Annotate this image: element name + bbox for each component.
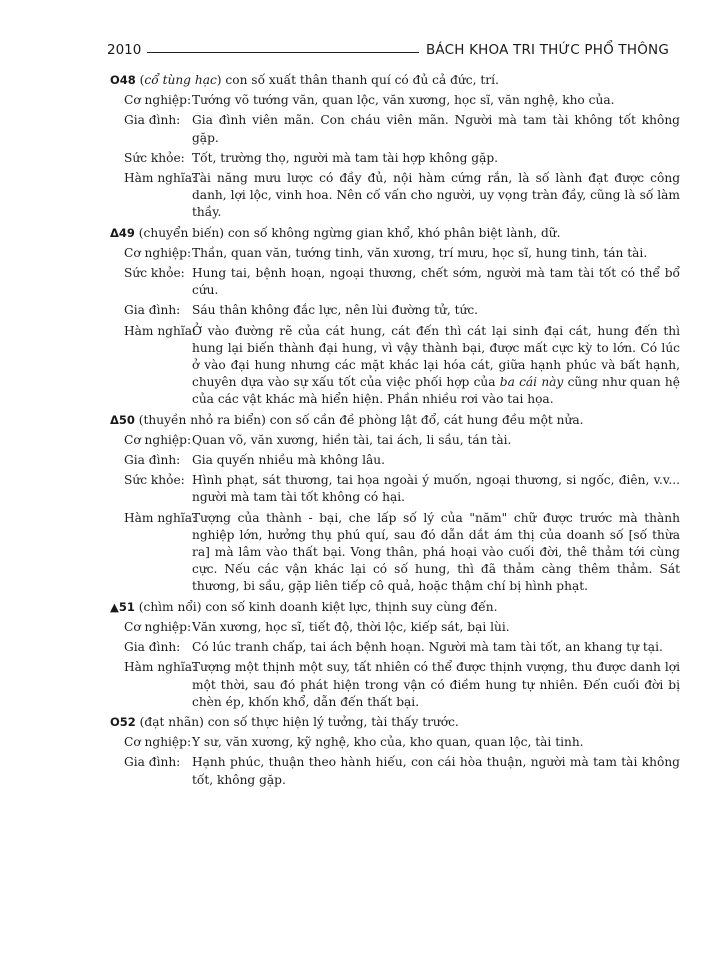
entry-49 <box>110 225 680 409</box>
property-text: Thần, quan văn, tướng tinh, văn xương, trí mưu, học sĩ, hung tinh, tán tài. <box>192 245 648 260</box>
property-text: Sáu thân không đắc lực, nên lùi đường tử, tức. <box>192 303 479 318</box>
entry-48 <box>110 72 680 222</box>
entry-title-italic: cổ tùng hạc <box>144 73 217 87</box>
property-text: Quan võ, văn xương, hiền tài, tai ách, li sầu, tán tài. <box>192 432 512 447</box>
entry-title <box>110 714 680 731</box>
property-text-part: cũng như quan hệ của các vật khác mà hiển hiện. Phần nhiều rơi vào tai họa. <box>192 375 680 407</box>
entry-title-text: (chuyển biến) con số không ngừng gian khổ, khó phân biệt lành, dữ. <box>134 225 561 240</box>
entry-property <box>110 150 680 167</box>
entry-property <box>110 452 680 469</box>
entry-52 <box>110 714 680 789</box>
book-title: BÁCH KHOA TRI THỨC PHỔ THÔNG <box>425 42 669 58</box>
property-text: Tượng một thịnh một suy, tất nhiên có thể được thịnh vượng, thu được danh lợi một thời, sau đó phát hiện trong vận có điềm hung tự nhiên. Đến cuối đời bị chèn ép, khốn khổ, dẫn đến thất bại. <box>192 660 680 709</box>
page-content <box>110 72 680 792</box>
entry-title <box>110 225 680 242</box>
property-text: Hạnh phúc, thuận theo hành hiếu, con cái hòa thuận, người mà tam tài không tốt, không gặp. <box>192 755 680 787</box>
property-label: Cơ nghiệp: <box>124 432 192 447</box>
entry-title-text: (chìm nổi) con số kinh doanh kiệt lực, thịnh suy cùng đến. <box>134 599 498 614</box>
property-label: Cơ nghiệp: <box>124 735 192 750</box>
entry-property <box>110 734 680 751</box>
entry-property <box>110 510 680 596</box>
property-text: Tượng của thành - bại, che lấp số lý của "năm" chữ được trước mà thành nghiệp lớn, hưởng thụ phú quí, sau đó dẫn dắt ám thị của doanh số [số thừa ra] mà lâm vào thất bại. Vong thân, phá hoại vào cuối đời, thê thảm tới cùng cực. Nếu các vận khác lại có số hung, thì đã thảm càng thêm thảm. Sát thương, bi sầu, gặp liên tiếp cô quả, hoặc thậm chí bị hình phạt. <box>192 510 680 594</box>
property-text: Tài năng mưu lược có đầy đủ, nội hàm cứng rắn, là số lành đạt được công danh, lợi lộc, vinh hoa. Nên cố vấn cho người, uy vọng tràn đầy, cũng là số làm thầy. <box>192 171 680 220</box>
entry-code: ▲51 <box>110 599 135 614</box>
property-text: Tướng võ tướng văn, quan lộc, văn xương, học sĩ, văn nghệ, kho của. <box>192 93 615 108</box>
entry-property <box>110 639 680 656</box>
entry-title <box>110 72 680 89</box>
entry-property <box>110 754 680 788</box>
entry-property <box>110 323 680 409</box>
entry-property <box>110 659 680 711</box>
entry-code: O48 <box>110 73 136 87</box>
property-text: Gia quyến nhiều mà không lâu. <box>192 453 386 468</box>
entry-title-text: ( <box>135 73 145 87</box>
entry-51 <box>110 599 680 711</box>
entry-title-text: (thuyền nhỏ ra biển) con số cần đề phòng lật đổ, cát hung đều một nửa. <box>134 412 584 427</box>
property-text: Có lúc tranh chấp, tai ách bệnh hoạn. Người mà tam tài tốt, an khang tự tại. <box>192 640 663 655</box>
entry-code: Δ49 <box>110 225 135 240</box>
entry-property <box>110 472 680 506</box>
property-label: Gia đình: <box>124 640 181 655</box>
header-rule <box>147 52 419 53</box>
property-text: Gia đình viên mãn. Con cháu viên mãn. Người mà tam tài không tốt không gặp. <box>192 113 680 145</box>
property-label: Gia đình: <box>124 755 181 770</box>
property-label: Hàm nghĩa: <box>124 510 197 525</box>
property-text: Hình phạt, sát thương, tai họa ngoài ý muốn, ngoại thương, si ngốc, điên, v.v... người mà tam tài tốt không có hại. <box>192 473 680 505</box>
entry-property <box>110 92 680 109</box>
entry-property <box>110 302 680 319</box>
property-label: Gia đình: <box>124 303 181 318</box>
property-label: Hàm nghĩa: <box>124 323 197 338</box>
entry-property <box>110 245 680 262</box>
property-label: Hàm nghĩa: <box>124 660 197 675</box>
property-text <box>192 323 680 409</box>
property-label: Sức khỏe: <box>124 266 185 281</box>
entry-property <box>110 265 680 299</box>
entry-property <box>110 619 680 636</box>
property-text: Văn xương, học sĩ, tiết độ, thời lộc, kiếp sát, bại lùi. <box>192 619 510 634</box>
property-text: Y sư, văn xương, kỹ nghệ, kho của, kho quan, quan lộc, tài tinh. <box>192 735 584 750</box>
entry-property <box>110 112 680 146</box>
running-header <box>103 40 669 64</box>
property-label: Gia đình: <box>124 453 181 468</box>
property-label: Hàm nghĩa: <box>124 171 197 186</box>
entry-code: O52 <box>110 714 136 729</box>
entry-title <box>110 599 680 616</box>
entry-title-text: (đạt nhãn) con số thực hiện lý tưởng, tài thấy trước. <box>135 714 459 729</box>
entry-property <box>110 432 680 449</box>
entry-title <box>110 412 680 429</box>
property-text: Hung tai, bệnh hoạn, ngoại thương, chết sớm, người mà tam tài tốt có thể bổ cứu. <box>192 266 680 298</box>
property-label: Sức khỏe: <box>124 473 185 488</box>
entry-property <box>110 170 680 222</box>
entry-title-text: ) con số xuất thân thanh quí có đủ cả đức, trí. <box>216 73 499 87</box>
entry-50 <box>110 412 680 596</box>
property-label: Sức khỏe: <box>124 150 185 165</box>
page-number: 2010 <box>107 42 142 58</box>
property-text-italic: ba cái này <box>499 375 564 390</box>
property-text: Tốt, trường thọ, người mà tam tài hợp không gặp. <box>192 150 499 165</box>
property-label: Cơ nghiệp: <box>124 619 192 634</box>
entry-code: Δ50 <box>110 412 135 427</box>
property-label: Gia đình: <box>124 113 181 128</box>
property-label: Cơ nghiệp: <box>124 245 192 260</box>
property-label: Cơ nghiệp: <box>124 93 192 108</box>
property-text-part: Ở vào đường rẽ của cát hung, cát đến thì cát lại sinh đại cát, hung đến thì hung lại biến thành đại hung, vì vậy thành bại, được mất cực kỳ to lớn. Có lúc ở vào đại hung nhưng các mặt khác lại hóa cát, giữa hạnh phúc và bất hạnh, chuyên dựa vào sự xấu tốt của việc phối hợp của <box>192 323 680 390</box>
